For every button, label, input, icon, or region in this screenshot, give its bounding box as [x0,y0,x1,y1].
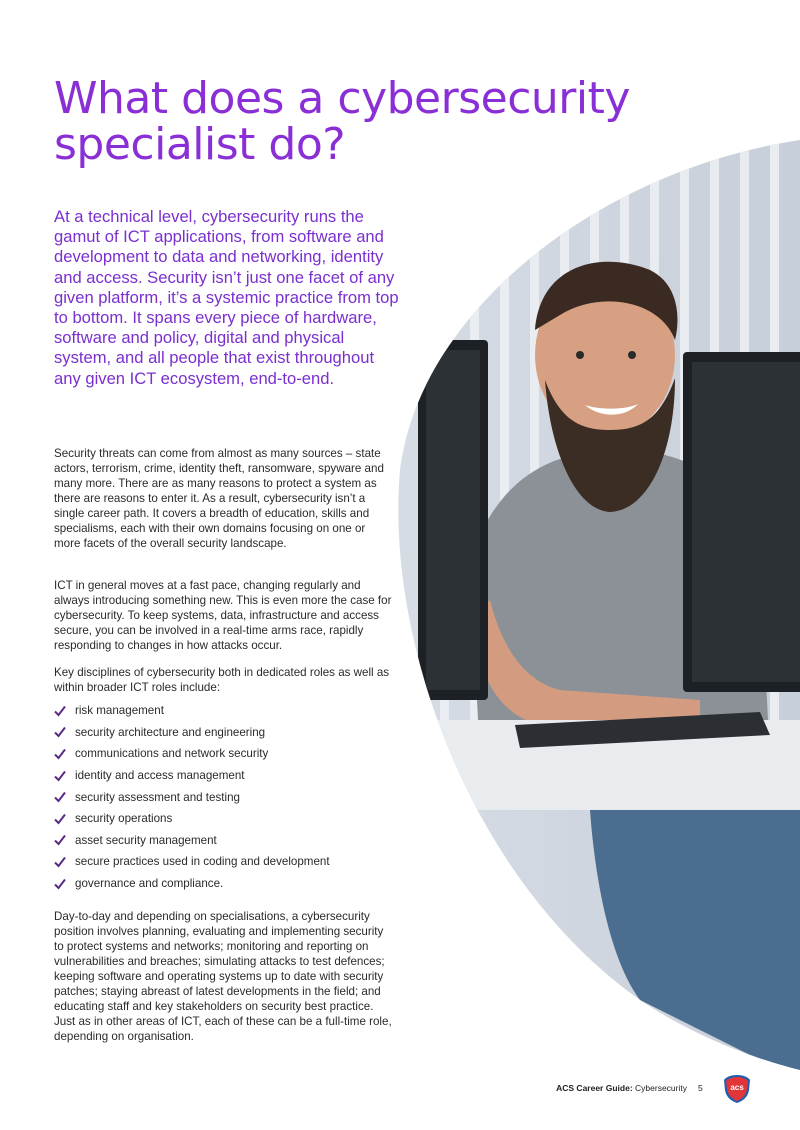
list-item [54,830,384,852]
list-item-label: security architecture and engineering [75,725,266,739]
list-item-label: security operations [75,812,173,826]
page-title [54,73,754,170]
check-icon [54,748,66,760]
disciplines-list [54,700,384,894]
page-title-line: What does a cybersecurity [54,73,630,124]
list-item-label: governance and compliance. [75,877,224,891]
check-icon [54,856,66,868]
body-paragraph: Security threats can come from almost as many sources – state actors, terrorism, crime, identity theft, ransomware, spyware and many more. There are as many reasons to protect a system as there are reasons to enter it. As a result, cybersecurity isn’t a single career path. It covers a breadth of education, skills and specialisms, each with their own domains focusing on one or more facets of the overall security landscape. [54,447,384,550]
footer-guide-title [556,1083,687,1093]
list-item-label: risk management [75,704,164,718]
list-item [54,700,384,722]
footer-guide-label: ACS Career Guide: [556,1083,633,1093]
intro-paragraph: At a technical level, cybersecurity runs the gamut of ICT applications, from software and development to data and networking, identity and access. Security isn’t just one facet of any given platform, it’s a systemic practice from top to bottom. It spans every piece of hardware, software and policy, digital and physical system, and all people that exist throughout any given ICT ecosystem, end-to-end. [54,207,399,388]
list-item [54,765,384,787]
check-icon [54,726,66,738]
check-icon [54,813,66,825]
acs-logo-icon [723,1074,751,1104]
check-icon [54,878,66,890]
body-paragraph: Day-to-day and depending on specialisations, a cybersecurity position involves planning, evaluating and implementing security to protect systems and networks; monitoring and reporting on vulnerabilities and breaches; simulating attacks to test defences; keeping software and operating systems up to date with security patches; staying abreast of latest developments in the field; and educating staff and key stakeholders on security best practice. Just as in other areas of ICT, each of these can be a full-time role, depending on organisation. [54,910,392,1043]
list-item-label: identity and access management [75,769,245,783]
list-item-label: security assessment and testing [75,790,240,804]
list-item [54,722,384,744]
logo-text: acs [730,1083,744,1092]
footer-guide-topic: Cybersecurity [635,1083,687,1093]
check-icon [54,834,66,846]
check-icon [54,770,66,782]
check-icon [54,705,66,717]
list-item [54,851,384,873]
list-item [54,808,384,830]
page-title-line: specialist do? [54,119,346,170]
page-number: 5 [698,1083,703,1093]
list-item [54,743,384,765]
list-item-label: asset security management [75,833,217,847]
list-item [54,786,384,808]
list-item-label: secure practices used in coding and development [75,855,330,869]
body-paragraph: Key disciplines of cybersecurity both in dedicated roles as well as within broader ICT roles include: [54,666,390,694]
list-item [54,873,384,895]
list-item-label: communications and network security [75,747,269,761]
check-icon [54,791,66,803]
body-paragraph: ICT in general moves at a fast pace, changing regularly and always introducing something new. This is even more the case for cybersecurity. To keep systems, data, infrastructure and access secure, you can be involved in a real-time arms race, rapidly responding to changes in how attacks occur. [54,579,392,652]
